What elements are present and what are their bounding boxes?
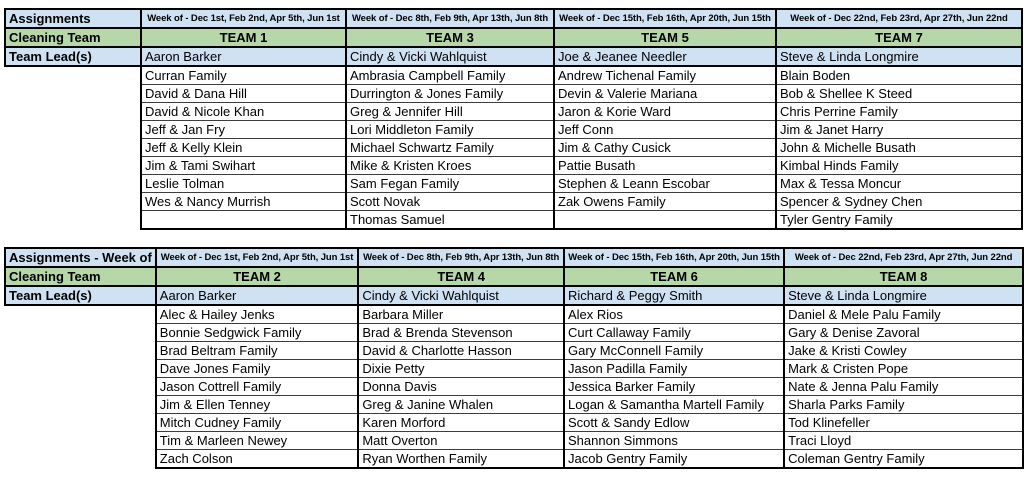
- label-column-spacer: [5, 121, 141, 139]
- member-cell[interactable]: Greg & Janine Whalen: [358, 396, 564, 414]
- label-column-spacer: [5, 324, 156, 342]
- team-leads-label-cell[interactable]: Team Lead(s): [5, 47, 141, 66]
- member-cell[interactable]: Alec & Hailey Jenks: [156, 305, 359, 324]
- member-cell[interactable]: Sharla Parks Family: [784, 396, 1023, 414]
- member-cell[interactable]: Scott & Sandy Edlow: [564, 414, 784, 432]
- team-leads-label-cell[interactable]: Team Lead(s): [5, 286, 156, 305]
- member-cell[interactable]: Spencer & Sydney Chen: [776, 193, 1022, 211]
- member-cell[interactable]: Tod Klinefeller: [784, 414, 1023, 432]
- member-cell[interactable]: Nate & Jenna Palu Family: [784, 378, 1023, 396]
- member-cell[interactable]: David & Dana Hill: [141, 85, 346, 103]
- label-column-spacer: [5, 211, 141, 230]
- member-cell[interactable]: Tim & Marleen Newey: [156, 432, 359, 450]
- team-lead-cell[interactable]: Aaron Barker: [156, 286, 359, 305]
- member-cell[interactable]: Karen Morford: [358, 414, 564, 432]
- member-cell[interactable]: Brad Beltram Family: [156, 342, 359, 360]
- member-row: [5, 157, 1022, 175]
- member-cell[interactable]: Zak Owens Family: [554, 193, 776, 211]
- member-row: [5, 85, 1022, 103]
- week-header-cell[interactable]: Week of - Dec 22nd, Feb 23rd, Apr 27th, Jun 22nd: [784, 248, 1023, 267]
- member-row: [5, 66, 1022, 85]
- team-name-cell[interactable]: TEAM 3: [346, 28, 554, 47]
- member-cell[interactable]: Ambrasia Campbell Family: [346, 66, 554, 85]
- cleaning-team-row: [5, 28, 1022, 47]
- member-cell[interactable]: Alex Rios: [564, 305, 784, 324]
- member-row: [5, 324, 1023, 342]
- member-cell[interactable]: Jeff Conn: [554, 121, 776, 139]
- member-cell[interactable]: Jessica Barker Family: [564, 378, 784, 396]
- member-cell[interactable]: Stephen & Leann Escobar: [554, 175, 776, 193]
- member-cell[interactable]: Pattie Busath: [554, 157, 776, 175]
- member-cell[interactable]: Zach Colson: [156, 450, 359, 469]
- empty-member-cell[interactable]: [141, 211, 346, 230]
- member-cell[interactable]: Mark & Cristen Pope: [784, 360, 1023, 378]
- team-leads-row: [5, 286, 1023, 305]
- member-cell[interactable]: Wes & Nancy Murrish: [141, 193, 346, 211]
- member-cell[interactable]: Bonnie Sedgwick Family: [156, 324, 359, 342]
- team-lead-cell[interactable]: Joe & Jeanee Needler: [554, 47, 776, 66]
- week-header-cell[interactable]: Week of - Dec 1st, Feb 2nd, Apr 5th, Jun 1st: [141, 9, 346, 28]
- empty-member-cell[interactable]: [554, 211, 776, 230]
- week-header-row: [5, 248, 1023, 267]
- label-column-spacer: [5, 432, 156, 450]
- member-cell[interactable]: Tyler Gentry Family: [776, 211, 1022, 230]
- label-column-spacer: [5, 342, 156, 360]
- member-cell[interactable]: Jason Cottrell Family: [156, 378, 359, 396]
- member-cell[interactable]: Brad & Brenda Stevenson: [358, 324, 564, 342]
- member-cell[interactable]: Durrington & Jones Family: [346, 85, 554, 103]
- member-cell[interactable]: Gary & Denise Zavoral: [784, 324, 1023, 342]
- team-name-cell[interactable]: TEAM 2: [156, 267, 359, 286]
- label-column-spacer: [5, 305, 156, 324]
- member-cell[interactable]: Jim & Cathy Cusick: [554, 139, 776, 157]
- member-row: [5, 360, 1023, 378]
- label-column-spacer: [5, 396, 156, 414]
- week-header-cell[interactable]: Week of - Dec 15th, Feb 16th, Apr 20th, Jun 15th: [554, 9, 776, 28]
- member-cell[interactable]: Jake & Kristi Cowley: [784, 342, 1023, 360]
- member-row: [5, 211, 1022, 230]
- member-cell[interactable]: Traci Lloyd: [784, 432, 1023, 450]
- team-name-cell[interactable]: TEAM 4: [358, 267, 564, 286]
- team-name-cell[interactable]: TEAM 5: [554, 28, 776, 47]
- member-cell[interactable]: Scott Novak: [346, 193, 554, 211]
- member-cell[interactable]: Greg & Jennifer Hill: [346, 103, 554, 121]
- week-header-row: [5, 9, 1022, 28]
- member-cell[interactable]: Jaron & Korie Ward: [554, 103, 776, 121]
- member-cell[interactable]: Jacob Gentry Family: [564, 450, 784, 469]
- member-row: [5, 450, 1023, 469]
- member-cell[interactable]: Ryan Worthen Family: [358, 450, 564, 469]
- cleaning-team-row: [5, 267, 1023, 286]
- member-cell[interactable]: John & Michelle Busath: [776, 139, 1022, 157]
- member-row: [5, 175, 1022, 193]
- member-cell[interactable]: David & Nicole Khan: [141, 103, 346, 121]
- member-cell[interactable]: Kimbal Hinds Family: [776, 157, 1022, 175]
- member-row: [5, 378, 1023, 396]
- member-cell[interactable]: Andrew Tichenal Family: [554, 66, 776, 85]
- cleaning-team-label-cell[interactable]: Cleaning Team: [5, 28, 141, 47]
- team-name-cell[interactable]: TEAM 7: [776, 28, 1022, 47]
- team-lead-cell[interactable]: Cindy & Vicki Wahlquist: [346, 47, 554, 66]
- team-lead-cell[interactable]: Cindy & Vicki Wahlquist: [358, 286, 564, 305]
- team-lead-cell[interactable]: Steve & Linda Longmire: [776, 47, 1022, 66]
- label-column-spacer: [5, 157, 141, 175]
- member-row: [5, 414, 1023, 432]
- member-row: [5, 305, 1023, 324]
- label-column-spacer: [5, 193, 141, 211]
- member-cell[interactable]: Sam Fegan Family: [346, 175, 554, 193]
- member-cell[interactable]: Michael Schwartz Family: [346, 139, 554, 157]
- member-cell[interactable]: Jeff & Jan Fry: [141, 121, 346, 139]
- team-lead-cell[interactable]: Aaron Barker: [141, 47, 346, 66]
- member-cell[interactable]: Gary McConnell Family: [564, 342, 784, 360]
- member-cell[interactable]: Jim & Ellen Tenney: [156, 396, 359, 414]
- team-name-cell[interactable]: TEAM 1: [141, 28, 346, 47]
- assignments-table-even-teams: [4, 247, 1024, 469]
- member-cell[interactable]: Jim & Tami Swihart: [141, 157, 346, 175]
- member-cell[interactable]: Devin & Valerie Mariana: [554, 85, 776, 103]
- label-column-spacer: [5, 66, 141, 85]
- member-cell[interactable]: Blain Boden: [776, 66, 1022, 85]
- member-cell[interactable]: Matt Overton: [358, 432, 564, 450]
- assignments-table-odd-teams: [4, 8, 1023, 230]
- week-header-cell[interactable]: Week of - Dec 15th, Feb 16th, Apr 20th, Jun 15th: [564, 248, 784, 267]
- label-column-spacer: [5, 103, 141, 121]
- corner-cell[interactable]: Assignments - Week of: [5, 248, 156, 267]
- member-cell[interactable]: Logan & Samantha Martell Family: [564, 396, 784, 414]
- member-cell[interactable]: Mike & Kristen Kroes: [346, 157, 554, 175]
- team-leads-row: [5, 47, 1022, 66]
- member-cell[interactable]: Barbara Miller: [358, 305, 564, 324]
- member-cell[interactable]: Dixie Petty: [358, 360, 564, 378]
- corner-cell[interactable]: Assignments: [5, 9, 141, 28]
- member-cell[interactable]: Jeff & Kelly Klein: [141, 139, 346, 157]
- member-cell[interactable]: Daniel & Mele Palu Family: [784, 305, 1023, 324]
- member-row: [5, 432, 1023, 450]
- member-cell[interactable]: Leslie Tolman: [141, 175, 346, 193]
- member-cell[interactable]: Dave Jones Family: [156, 360, 359, 378]
- member-cell[interactable]: David & Charlotte Hasson: [358, 342, 564, 360]
- member-row: [5, 396, 1023, 414]
- member-cell[interactable]: Jason Padilla Family: [564, 360, 784, 378]
- member-cell[interactable]: Donna Davis: [358, 378, 564, 396]
- label-column-spacer: [5, 85, 141, 103]
- member-cell[interactable]: Thomas Samuel: [346, 211, 554, 230]
- week-header-cell[interactable]: Week of - Dec 22nd, Feb 23rd, Apr 27th, Jun 22nd: [776, 9, 1022, 28]
- week-header-cell[interactable]: Week of - Dec 8th, Feb 9th, Apr 13th, Jun 8th: [358, 248, 564, 267]
- member-cell[interactable]: Max & Tessa Moncur: [776, 175, 1022, 193]
- cleaning-team-label-cell[interactable]: Cleaning Team: [5, 267, 156, 286]
- member-cell[interactable]: Mitch Cudney Family: [156, 414, 359, 432]
- week-header-cell[interactable]: Week of - Dec 8th, Feb 9th, Apr 13th, Jun 8th: [346, 9, 554, 28]
- member-cell[interactable]: Lori Middleton Family: [346, 121, 554, 139]
- label-column-spacer: [5, 360, 156, 378]
- member-row: [5, 103, 1022, 121]
- member-cell[interactable]: Chris Perrine Family: [776, 103, 1022, 121]
- label-column-spacer: [5, 378, 156, 396]
- team-name-cell[interactable]: TEAM 8: [784, 267, 1023, 286]
- member-row: [5, 342, 1023, 360]
- team-lead-cell[interactable]: Richard & Peggy Smith: [564, 286, 784, 305]
- label-column-spacer: [5, 175, 141, 193]
- label-column-spacer: [5, 450, 156, 469]
- member-row: [5, 193, 1022, 211]
- member-row: [5, 139, 1022, 157]
- member-cell[interactable]: Jim & Janet Harry: [776, 121, 1022, 139]
- team-lead-cell[interactable]: Steve & Linda Longmire: [784, 286, 1023, 305]
- week-header-cell[interactable]: Week of - Dec 1st, Feb 2nd, Apr 5th, Jun 1st: [156, 248, 359, 267]
- member-cell[interactable]: Shannon Simmons: [564, 432, 784, 450]
- member-row: [5, 121, 1022, 139]
- member-cell[interactable]: Curran Family: [141, 66, 346, 85]
- member-cell[interactable]: Coleman Gentry Family: [784, 450, 1023, 469]
- label-column-spacer: [5, 139, 141, 157]
- team-name-cell[interactable]: TEAM 6: [564, 267, 784, 286]
- member-cell[interactable]: Bob & Shellee K Steed: [776, 85, 1022, 103]
- label-column-spacer: [5, 414, 156, 432]
- member-cell[interactable]: Curt Callaway Family: [564, 324, 784, 342]
